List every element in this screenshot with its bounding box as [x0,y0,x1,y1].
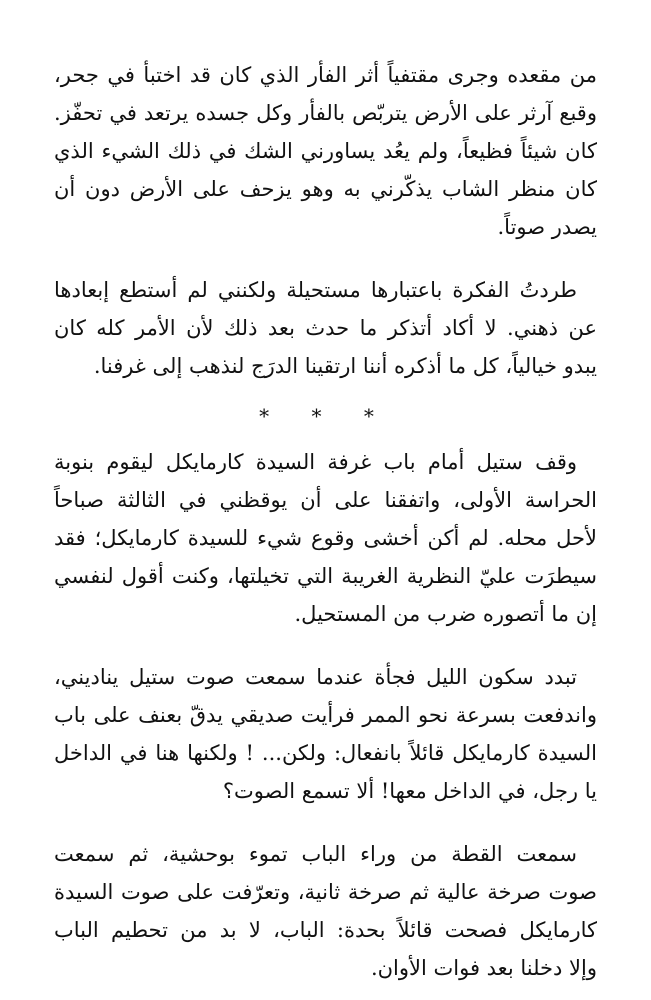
text-line: تبدد سكون الليل فجأة عندما سمعت صوت ستيل يناديني، [54,665,577,689]
text-line: إن ما أتصوره ضرب من المستحيل. [294,602,597,626]
text-line: كان منظر الشاب يذكّرني به وهو يزحف على الأرض دون أن [54,177,597,201]
text-line: كارمايكل فصحت قائلاً بحدة: الباب، لا بد من تحطيم الباب [54,918,597,942]
text-line: يبدو خيالياً، كل ما أذكره أننا ارتقينا الدرَج لنذهب إلى غرفنا. [93,354,597,378]
text-line: سمعت القطة من وراء الباب تموء بوحشية، ثم سمعت [54,842,577,866]
text-line: يا رجل، في الداخل معها! ألا تسمع الصوت؟ [222,779,597,803]
paragraph [54,271,597,385]
text-line: واندفعت بسرعة نحو الممر فرأيت صديقي يدقّ بعنف على باب [54,703,597,727]
paragraph [54,658,597,810]
text-line: سيطرَت عليّ النظرية الغريبة التي تخيلتها، وكنت أقول لنفسي [54,564,597,588]
text-line: عن ذهني. لا أكاد أتذكر ما حدث بعد ذلك لأن الأمر كله كان [54,316,597,340]
paragraph [54,56,597,246]
text-line: صوت صرخة عالية ثم صرخة ثانية، وتعرّفت على صوت السيدة [54,880,597,904]
text-line: لأحل محله. لم أكن أخشى وقوع شيء للسيدة كارمايكل؛ فقد [54,526,597,550]
text-line: وقبع آرثر على الأرض يتربّص بالفأر وكل جسده يرتعد في تحفّز. [54,101,597,125]
section-separator: * * * [259,404,392,428]
text-line: كان شيئاً فظيعاً، ولم يعُد يساورني الشك في ذلك الشيء الذي [54,139,597,163]
text-line: السيدة كارمايكل قائلاً بانفعال: ولكن... ! ولكنها هنا في الداخل [54,741,597,765]
text-line: من مقعده وجرى مقتفياً أثر الفأر الذي كان قد اختبأ في جحر، [54,63,597,87]
text-line: طردتُ الفكرة باعتبارها مستحيلة ولكنني لم أستطع إبعادها [54,278,577,302]
text-line: يصدر صوتاً. [497,215,597,239]
text-line: الحراسة الأولى، واتفقنا على أن يوقظني في الثالثة صباحاً [54,488,597,512]
text-line: وقف ستيل أمام باب غرفة السيدة كارمايكل ليقوم بنوبة [54,450,577,474]
paragraph [54,835,597,987]
text-line: وإلا دخلنا بعد فوات الأوان. [370,956,597,980]
paragraph [54,443,597,633]
